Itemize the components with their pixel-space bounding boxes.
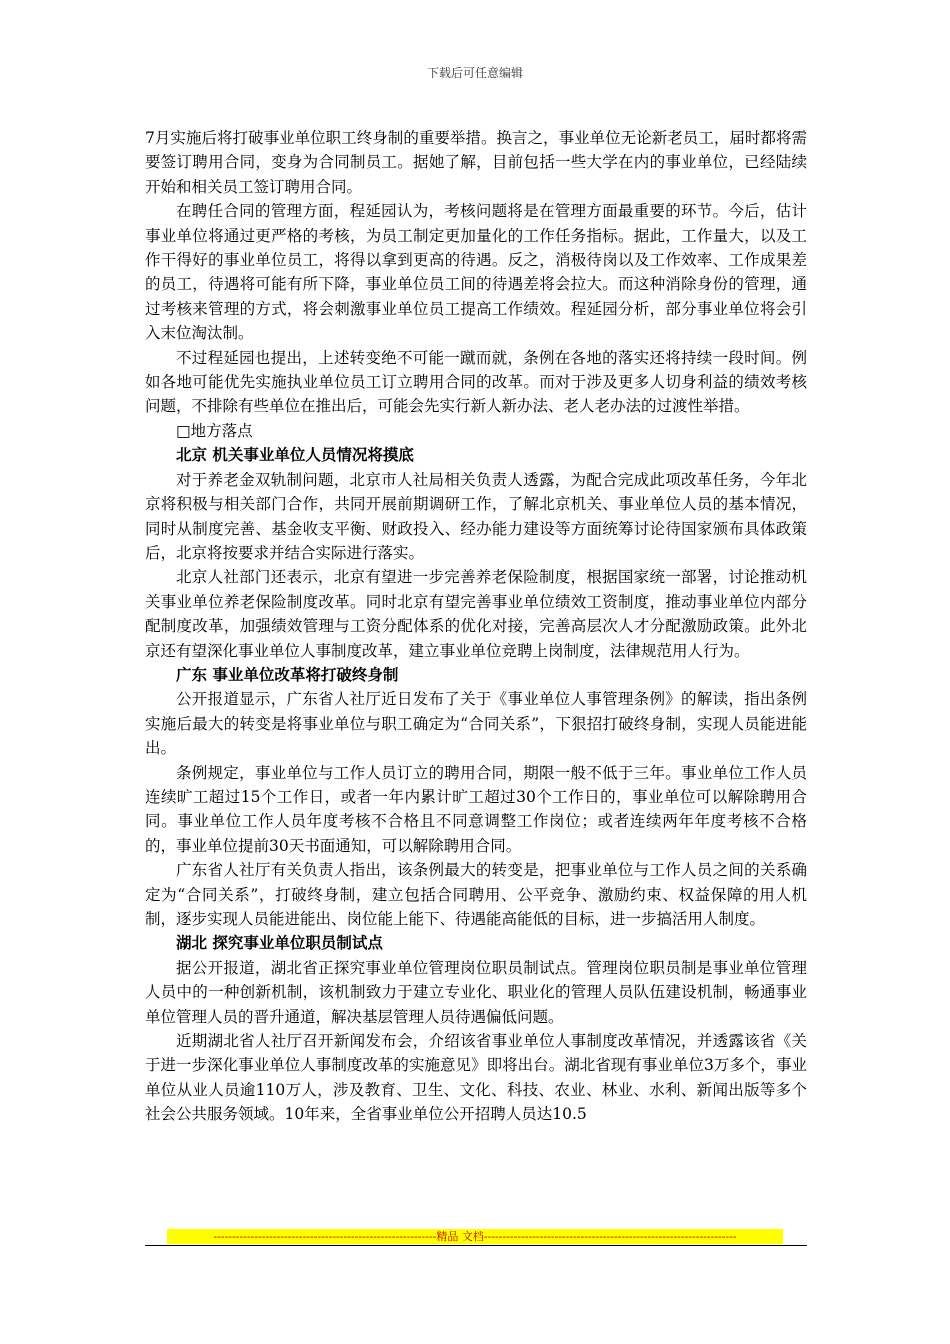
section-heading-guangdong: 广东 事业单位改革将打破终身制 — [176, 665, 399, 684]
paragraph: 条例规定，事业单位与工作人员订立的聘用合同，期限一般不低于三年。事业单位工作人员连续旷工超过15个工作日，或者一年内累计旷工超过30个工作日的，事业单位可以解除聘用合同。事业单位工作人员年度考核不合格且不同意调整工作岗位；或者连续两年年度考核不合格的，事业单位提前30天书面通知，可以解除聘用合同。 — [145, 763, 807, 855]
document-body — [145, 126, 807, 1127]
paragraph: 公开报道显示，广东省人社厅近日发布了关于《事业单位人事管理条例》的解读，指出条例实施后最大的转变是将事业单位与职工确定为“合同关系”，下狠招打破终身制，实现人员能进能出。 — [145, 690, 807, 758]
paragraph: 对于养老金双轨制问题，北京市人社局相关负责人透露，为配合完成此项改革任务，今年北京将积极与相关部门合作，共同开展前期调研工作，了解北京机关、事业单位人员的基本情况，同时从制度完善、基金收支平衡、财政投入、经办能力建设等方面统筹讨论待国家颁布具体政策后，北京将按要求并结合实际进行落实。 — [145, 470, 807, 562]
page-header: 下载后可任意编辑 — [426, 66, 523, 80]
section-heading-hubei: 湖北 探究事业单位职员制试点 — [176, 934, 383, 953]
section-label: □地方落点 — [176, 421, 253, 440]
paragraph: 据公开报道，湖北省正探究事业单位管理岗位职员制试点。管理岗位职员制是事业单位管理人员中的一种创新机制，该机制致力于建立专业化、职业化的管理人员队伍建设机制，畅通事业单位管理人员的晋升通道，解决基层管理人员待遇偏低问题。 — [145, 958, 807, 1026]
paragraph: 不过程延园也提出，上述转变绝不可能一蹴而就，条例在各地的落实还将持续一段时间。例如各地可能优先实施执业单位员工订立聘用合同的改革。而对于涉及更多人切身利益的绩效考核问题，不排除有些单位在推出后，可能会先实行新人新办法、老人老办法的过渡性举措。 — [145, 348, 807, 416]
paragraph: 近期湖北省人社厅召开新闻发布会，介绍该省事业单位人事制度改革情况，并透露该省《关于进一步深化事业单位人事制度改革的实施意见》即将出台。湖北省现有事业单位3万多个，事业单位从业人员逾110万人，涉及教育、卫生、文化、科技、农业、林业、水利、新闻出版等多个社会公共服务领域。10年来，全省事业单位公开招聘人员达10.5 — [145, 1032, 807, 1124]
footer-divider — [145, 1245, 807, 1246]
paragraph: 7月实施后将打破事业单位职工终身制的重要举措。换言之，事业单位无论新老员工，届时都将需要签订聘用合同，变身为合同制员工。据她了解，目前包括一些大学在内的事业单位，已经陆续开始和相关员工签订聘用合同。 — [145, 129, 807, 196]
paragraph: 北京人社部门还表示，北京有望进一步完善养老保险制度，根据国家统一部署，讨论推动机关事业单位养老保险制度改革。同时北京有望完善事业单位绩效工资制度，推动事业单位内部分配制度改革，加强绩效管理与工资分配体系的优化对接，完善高层次人才分配激励政策。此外北京还有望深化事业单位人事制度改革，建立事业单位竞聘上岗制度，法律规范用人行为。 — [145, 568, 807, 660]
paragraph: 广东省人社厅有关负责人指出，该条例最大的转变是，把事业单位与工作人员之间的关系确定为“合同关系”，打破终身制，建立包括合同聘用、公平竞争、激励约束、权益保障的用人机制，逐步实现人员能进能出、岗位能上能下、待遇能高能低的目标，进一步搞活用人制度。 — [145, 861, 807, 928]
section-heading-beijing: 北京 机关事业单位人员情况将摸底 — [176, 446, 414, 465]
paragraph: 在聘任合同的管理方面，程延园认为，考核问题将是在管理方面最重要的环节。今后，估计事业单位将通过更严格的考核，为员工制定更加量化的工作任务指标。据此，工作量大，以及工作干得好的事业单位员工，将得以拿到更高的待遇。反之，消极待岗以及工作效率、工作成果差的员工，待遇将可能有所下降，事业单位员工间的待遇差将会拉大。而这种消除身份的管理，通过考核来管理的方式，将会刺激事业单位员工提高工作绩效。程延园分析，部分事业单位将会引入末位淘汰制。 — [145, 202, 807, 343]
page-footer-banner: ------------------------------------------------------------精品 文档-------------------------------------------------------------------- — [167, 1229, 783, 1244]
